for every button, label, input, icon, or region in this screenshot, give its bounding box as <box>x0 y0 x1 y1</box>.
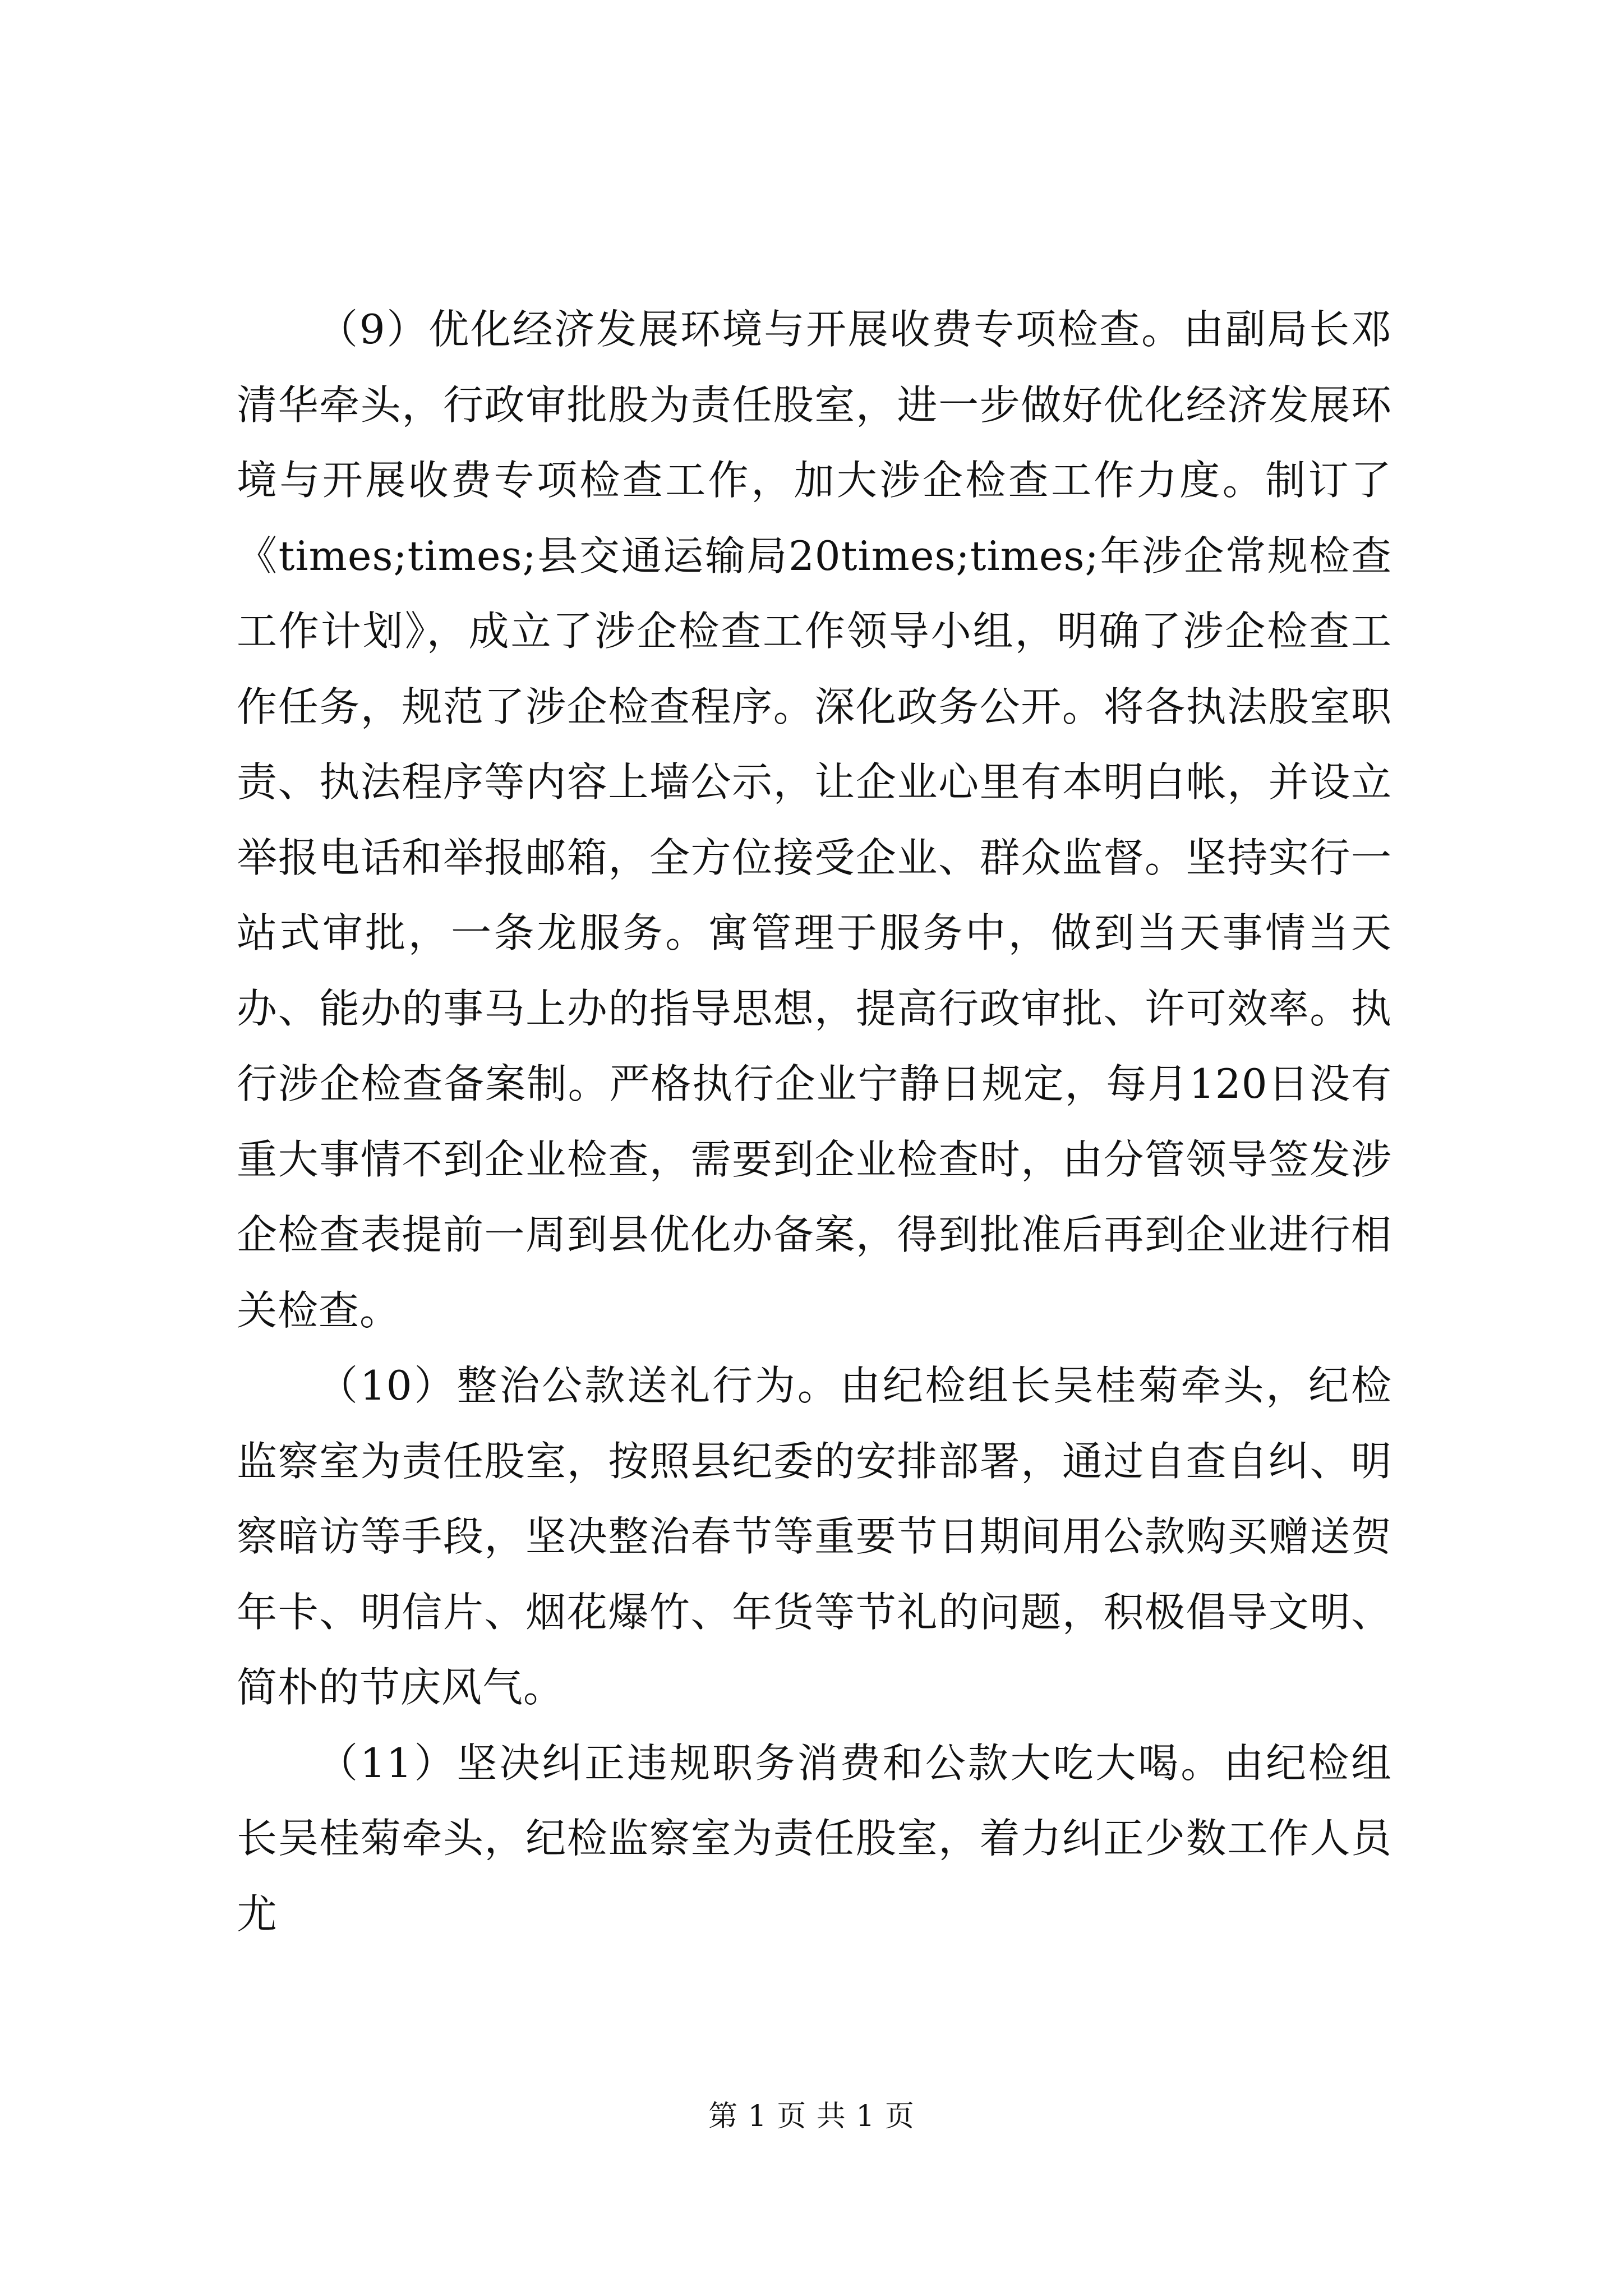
paragraph-9: （9）优化经济发展环境与开展收费专项检查。由副局长邓清华牵头，行政审批股为责任股室，进一步做好优化经济发展环境与开展收费专项检查工作，加大涉企检查工作力度。制订了《times;times;县交通运输局20times;times;年涉企常规检查工作计划》，成立了涉企检查工作领导小组，明确了涉企检查工作任务，规范了涉企检查程序。深化政务公开。将各执法股室职责、执法程序等内容上墙公示，让企业心里有本明白帐，并设立举报电话和举报邮箱，全方位接受企业、群众监督。坚持实行一站式审批，一条龙服务。寓管理于服务中，做到当天事情当天办、能办的事马上办的指导思想，提高行政审批、许可效率。执行涉企检查备案制。严格执行企业宁静日规定，每月120日没有重大事情不到企业检查，需要到企业检查时，由分管领导签发涉企检查表提前一周到县优化办备案，得到批准后再到企业进行相关检查。 <box>237 306 1392 1334</box>
paragraph-11: （11）坚决纠正违规职务消费和公款大吃大喝。由纪检组长吴桂菊牵头，纪检监察室为责任股室，着力纠正少数工作人员尤 <box>237 1739 1392 1938</box>
page-footer: 第 1 页 共 1 页 <box>708 2100 915 2133</box>
document-body <box>237 292 1392 1952</box>
paragraph-10: （10）整治公款送礼行为。由纪检组长吴桂菊牵头，纪检监察室为责任股室，按照县纪委的安排部署，通过自查自纠、明察暗访等手段，坚决整治春节等重要节日期间用公款购买赠送贺年卡、明信片、烟花爆竹、年货等节礼的问题，积极倡导文明、简朴的节庆风气。 <box>237 1362 1392 1711</box>
